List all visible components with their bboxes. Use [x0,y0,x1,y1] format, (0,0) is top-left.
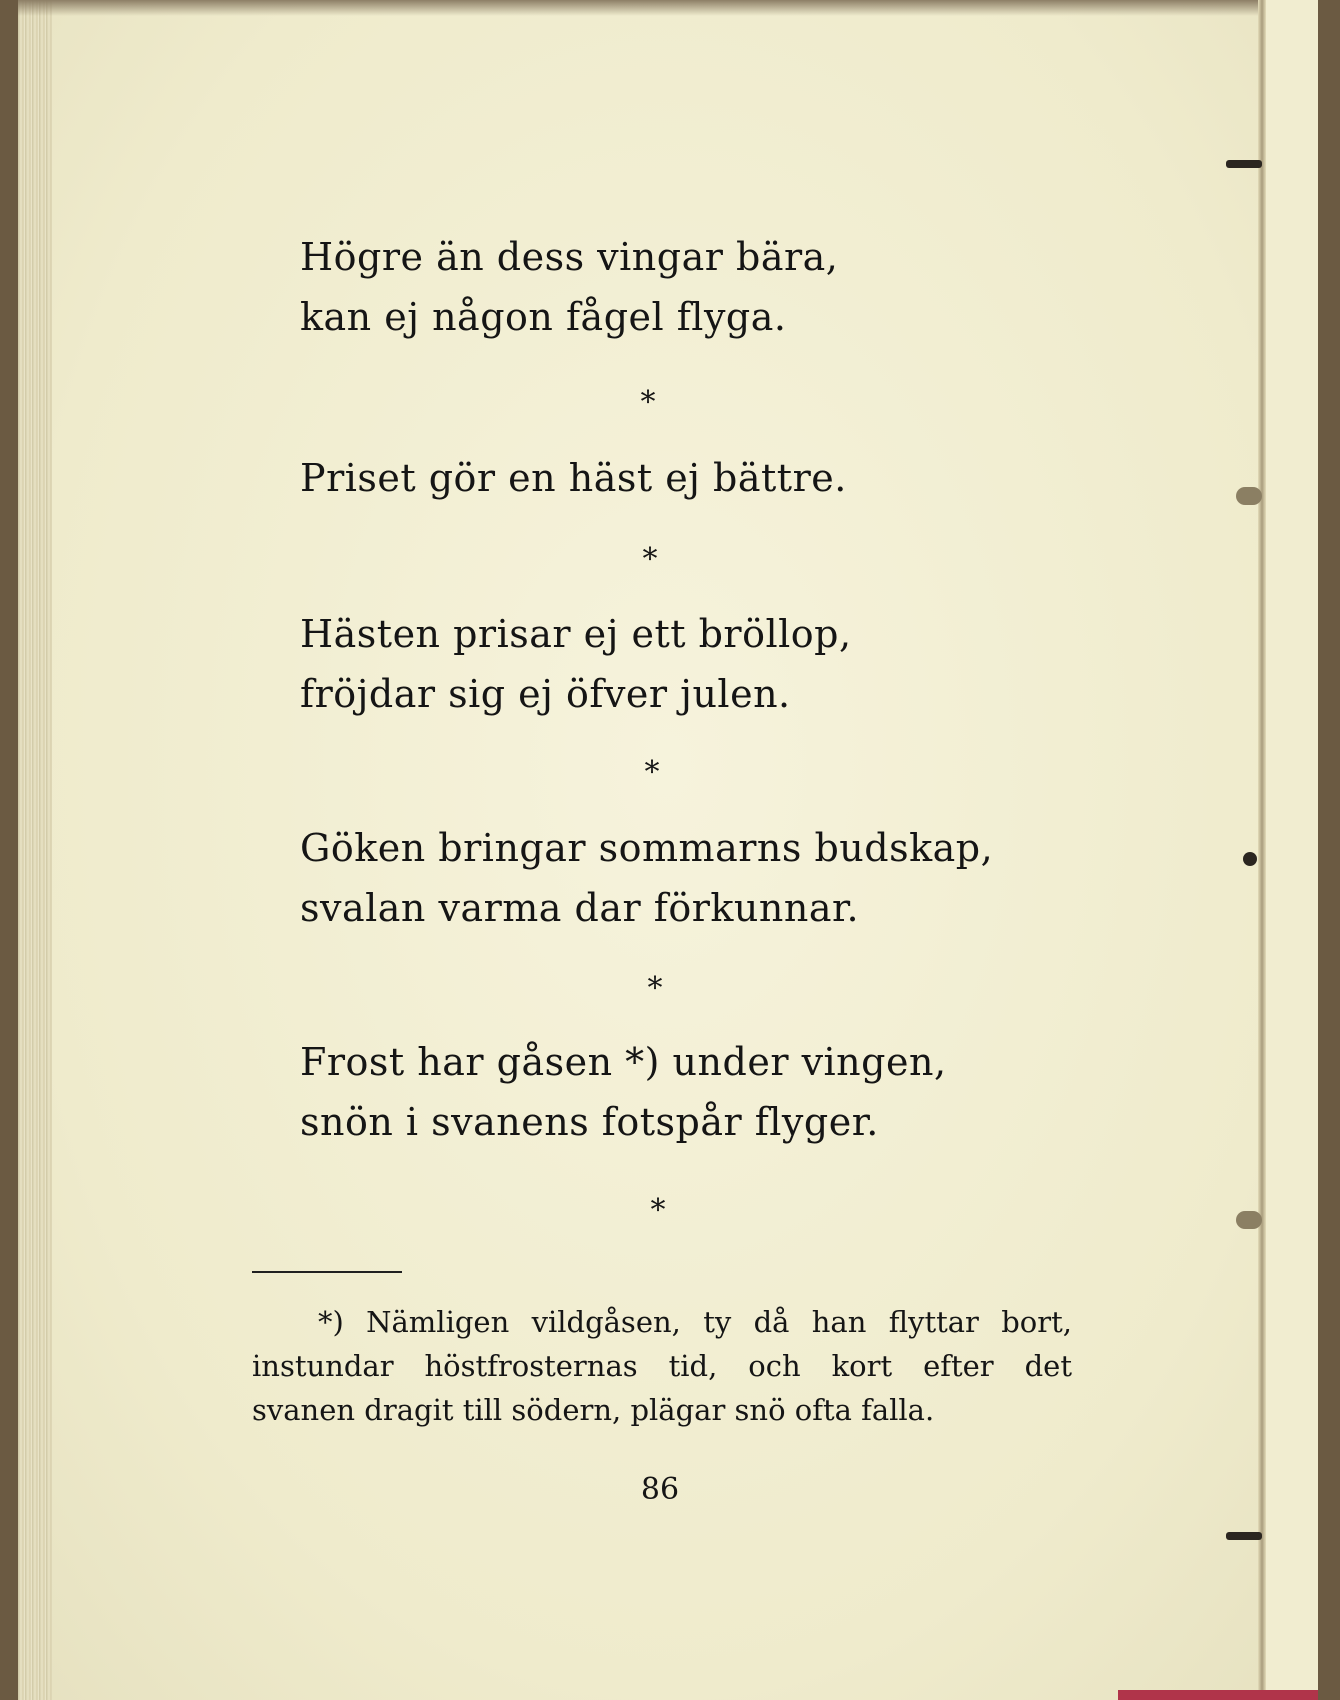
verse-2 [300,448,847,508]
footnote-line: *) Nämligen vildgåsen, ty då han flyttar bort, [318,1305,1072,1339]
verse-line: Hästen prisar ej ett bröllop, [300,612,852,656]
footnote-line: instundar höstfrosternas tid, och kort efter det [252,1349,1072,1383]
footnote [252,1300,1072,1432]
separator-star: * [644,755,660,790]
verse-line: svalan varma dar förkunnar. [300,886,860,930]
separator-star: * [650,1193,666,1228]
verse-line: fröjdar sig ej öfver julen. [300,672,791,716]
verse-4 [300,818,993,938]
verse-line: Högre än dess vingar bära, [300,235,839,279]
verse-3 [300,604,852,724]
footnote-rule [252,1271,402,1273]
verse-line: Priset gör en häst ej bättre. [300,456,847,500]
verse-5 [300,1032,947,1152]
verse-line: Frost har gåsen *) under vingen, [300,1040,947,1084]
verse-line: kan ej någon fågel flyga. [300,295,787,339]
verse-1 [300,227,838,347]
verse-line: Göken bringar sommarns budskap, [300,826,994,870]
separator-star: * [642,542,658,577]
page-number: 86 [640,1472,680,1507]
separator-star: * [640,385,656,420]
footnote-line: svanen dragit till södern, plägar snö ofta falla. [252,1393,935,1427]
separator-star: * [647,971,663,1006]
verse-line: snön i svanens fotspår flyger. [300,1100,879,1144]
